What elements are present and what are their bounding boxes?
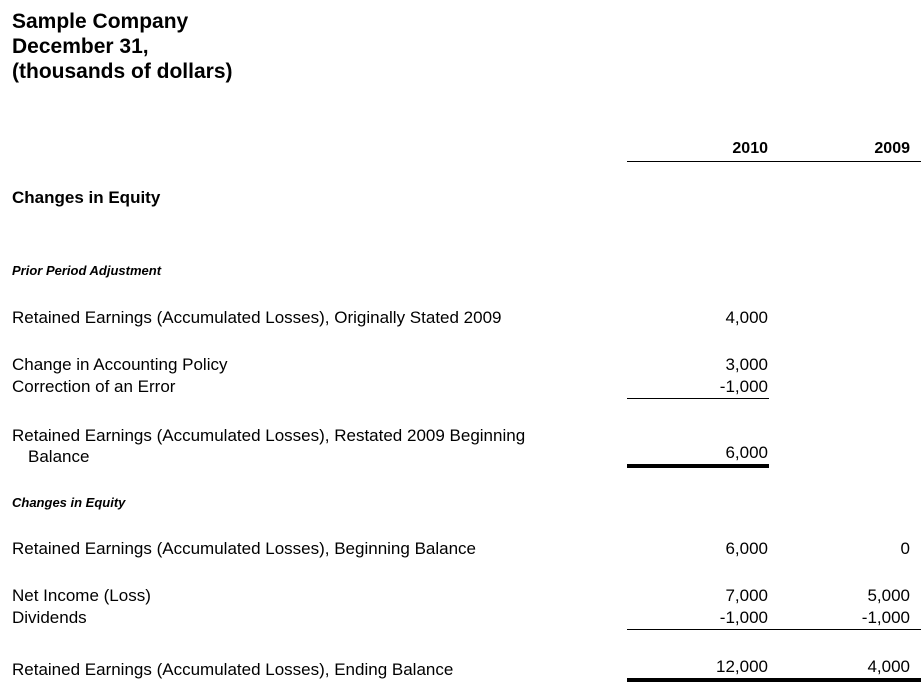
- section-title: Changes in Equity: [12, 188, 161, 207]
- total-rule-2010: [627, 464, 769, 468]
- beginning-balance-2009: 0: [900, 539, 910, 558]
- beginning-balance-label: Retained Earnings (Accumulated Losses), Beginning Balance: [12, 539, 476, 558]
- error-correction-label: Correction of an Error: [12, 377, 176, 396]
- accounting-policy-2010: 3,000: [725, 355, 768, 374]
- subtotal-rule-2010: [627, 398, 769, 399]
- statement-date: December 31,: [12, 35, 149, 58]
- units-note: (thousands of dollars): [12, 60, 233, 83]
- error-correction-2010: -1,000: [719, 377, 768, 396]
- subtotal-rule-both: [627, 629, 921, 630]
- prior-period-heading: Prior Period Adjustment: [12, 263, 162, 278]
- originally-stated-label: Retained Earnings (Accumulated Losses), Originally Stated 2009: [12, 308, 502, 327]
- restated-label-line2: Balance: [28, 447, 90, 466]
- ending-balance-label: Retained Earnings (Accumulated Losses), Ending Balance: [12, 660, 454, 679]
- dividends-2010: -1,000: [719, 608, 768, 627]
- ending-balance-2009: 4,000: [867, 657, 910, 676]
- changes-heading: Changes in Equity: [12, 495, 126, 510]
- restated-2010: 6,000: [725, 443, 768, 462]
- accounting-policy-label: Change in Accounting Policy: [12, 355, 228, 374]
- dividends-label: Dividends: [12, 608, 87, 627]
- net-income-2010: 7,000: [725, 586, 768, 605]
- net-income-label: Net Income (Loss): [12, 586, 151, 605]
- net-income-2009: 5,000: [867, 586, 910, 605]
- header-underline: [627, 161, 921, 162]
- column-header-2009: 2009: [874, 140, 910, 157]
- dividends-2009: -1,000: [861, 608, 910, 627]
- beginning-balance-2010: 6,000: [725, 539, 768, 558]
- company-name: Sample Company: [12, 10, 189, 33]
- ending-balance-2010: 12,000: [716, 657, 768, 676]
- total-rule-both: [627, 678, 921, 682]
- restated-label-line1: Retained Earnings (Accumulated Losses), Restated 2009 Beginning: [12, 426, 526, 445]
- originally-stated-2010: 4,000: [725, 308, 768, 327]
- column-header-2010: 2010: [732, 140, 768, 157]
